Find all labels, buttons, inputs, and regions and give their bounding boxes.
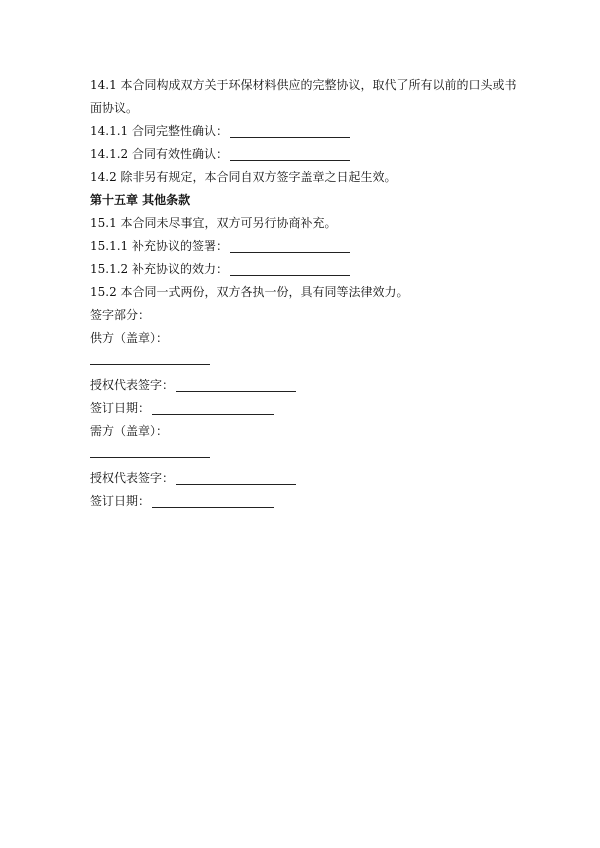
clause-15-1: 15.1 本合同未尽事宜，双方可另行协商补充。: [90, 216, 337, 230]
clause-15-1-2-label: 15.1.2 补充协议的效力：: [90, 262, 228, 276]
supplier-rep-label: 授权代表签字：: [90, 378, 175, 392]
supplier-seal-label: 供方（盖章）：: [90, 331, 169, 345]
contract-body: [90, 74, 520, 513]
integrity-confirmation-blank[interactable]: [230, 123, 350, 138]
clause-15-1-1-label: 15.1.1 补充协议的签署：: [90, 239, 228, 253]
clause-14-2: 14.2 除非另有规定，本合同自双方签字盖章之日起生效。: [90, 170, 397, 184]
buyer-date-blank[interactable]: [152, 493, 274, 508]
supplement-signing-blank[interactable]: [230, 238, 350, 253]
buyer-rep-label: 授权代表签字：: [90, 471, 175, 485]
buyer-sign-date: [90, 490, 520, 513]
supplier-seal-blank[interactable]: [90, 350, 210, 365]
supplier-date-label: 签订日期：: [90, 401, 151, 415]
clause-14-1-2-label: 14.1.2 合同有效性确认：: [90, 147, 228, 161]
validity-confirmation-blank[interactable]: [230, 146, 350, 161]
buyer-seal-label: 需方（盖章）：: [90, 424, 169, 438]
buyer-rep-blank[interactable]: [176, 470, 296, 485]
supplier-date-blank[interactable]: [152, 400, 274, 415]
clause-14-1: 14.1 本合同构成双方关于环保材料供应的完整协议，取代了所有以前的口头或书面协议。: [90, 78, 517, 115]
chapter-15-heading: 第十五章 其他条款: [90, 193, 191, 207]
supplier-sign-date: [90, 397, 520, 420]
buyer-date-label: 签订日期：: [90, 494, 151, 508]
clause-15-2: 15.2 本合同一式两份，双方各执一份，具有同等法律效力。: [90, 285, 409, 299]
signature-section-label: 签字部分：: [90, 308, 151, 322]
clause-15-1-2: [90, 258, 520, 281]
clause-14-1-1-label: 14.1.1 合同完整性确认：: [90, 124, 228, 138]
clause-14-1-2: [90, 143, 520, 166]
supplier-rep-blank[interactable]: [176, 377, 296, 392]
supplement-effect-blank[interactable]: [230, 261, 350, 276]
buyer-rep-signature: [90, 467, 520, 490]
supplier-rep-signature: [90, 374, 520, 397]
buyer-seal-blank[interactable]: [90, 443, 210, 458]
clause-14-1-1: [90, 120, 520, 143]
clause-15-1-1: [90, 235, 520, 258]
